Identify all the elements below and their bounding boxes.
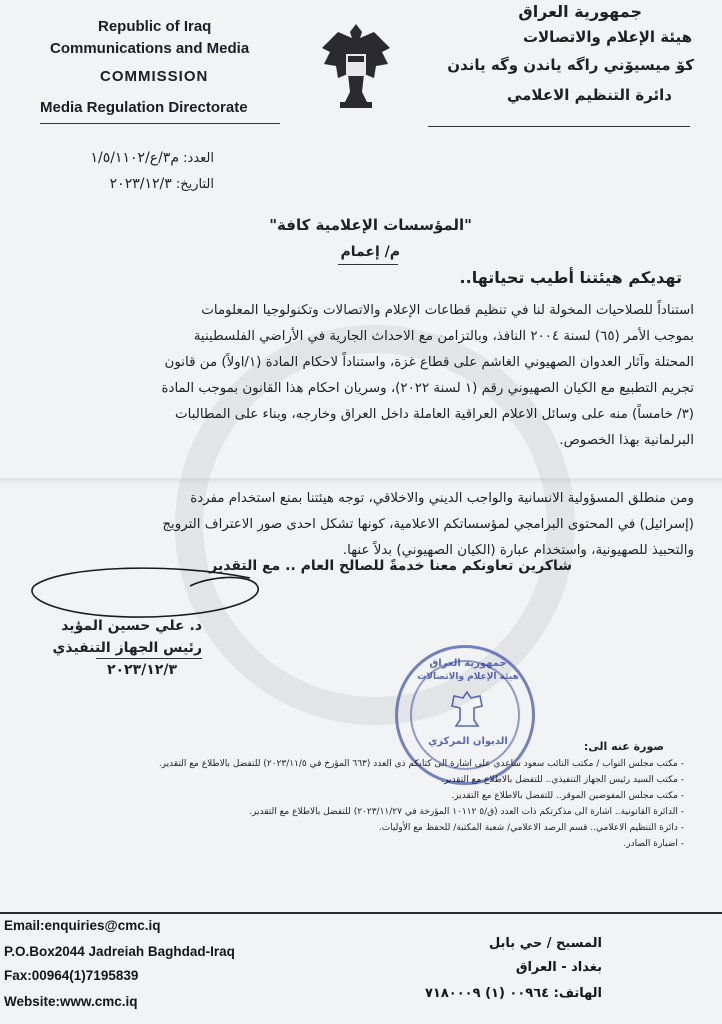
stamp-bottom-text: الديوان المركزي <box>428 736 508 747</box>
footer-address-1: المسبح / حي بابل <box>488 936 602 951</box>
header-ar-directorate: دائرة التنظيم الاعلامي <box>506 86 672 104</box>
copies-list <box>40 756 684 852</box>
signature-title: رئيس الجهاز التنفيذي <box>52 640 202 656</box>
header-en-directorate: Media Regulation Directorate <box>40 99 248 116</box>
header-en-commission-name: Communications and Media <box>50 40 250 57</box>
paragraph-1-line: (٣/ خامساً) منه على وسائل الاعلام العراقية العاملة داخل العراق وخارجه، وبناء على المطالبات <box>175 407 694 422</box>
paragraph-2-line: ومن منطلق المسؤولية الانسانية والواجب الديني والاخلاقي، توجه هيئتنا بمنع استخدام مفردة <box>190 491 694 506</box>
eagle-emblem-icon <box>318 18 394 114</box>
stamp-emblem-icon <box>450 690 484 728</box>
stamp-top-text: جمهورية العراق <box>429 658 507 669</box>
addressee: "المؤسسات الإعلامية كافة" <box>269 216 472 234</box>
reference-date-value: ٢٠٢٣/١٢/٣ <box>109 176 172 192</box>
reference-number-label: العدد: <box>183 151 214 166</box>
header-ar-commission: هيئة الإعلام والاتصالات <box>522 28 692 46</box>
footer-email: Email:enquiries@cmc.iq <box>4 918 161 933</box>
footer-pobox: P.O.Box2044 Jadreiah Baghdad-Iraq <box>4 944 235 959</box>
paragraph-1-line: بموجب الأمر (٦٥) لسنة ٢٠٠٤ النافذ، وبالتزامن مع الاحداث الجارية في الأراضي الفلسطينية <box>193 329 694 344</box>
footer-address-2: بغداد - العراق <box>515 960 602 975</box>
footer-phone: الهاتف: ٠٠٩٦٤ (١) ٧١٨٠٠٠٩ <box>425 986 602 1001</box>
header-ar-kurdish: كۆ ميسيۆني راگه ياندن وگه ياندن <box>447 56 694 74</box>
copies-item: - مكتب السيد رئيس الجهاز التنفيذي.. للتفضل بالاطلاع مع التقدير. <box>441 775 684 785</box>
header-en-commission: COMMISSION <box>100 68 209 85</box>
paragraph-1-line: البرلمانية بهذا الخصوص. <box>559 433 694 448</box>
reference-number-value: م٣/ع/١/٥/١١٠٢ <box>90 150 180 166</box>
copies-item: - مكتب مجلس المفوضين الموقر.. للتفضل بالاطلاع مع التقدير. <box>451 791 684 801</box>
footer-rule <box>0 912 722 914</box>
signature-title-underline <box>96 658 202 659</box>
greeting: تهديكم هيئتنا أطيب تحياتها.. <box>459 268 682 287</box>
reference-date-label: التاريخ: <box>175 177 214 192</box>
paragraph-1 <box>56 298 694 454</box>
copies-title: صورة عنه الى: <box>583 740 664 753</box>
copies-item: - الدائرة القانونية.. اشارة الى مذكرتكم ذات العدد (ق/٥ ١٠١١٢ المؤرخة في ٢٠٢٣/١١/٢٧) للتفضل بالاطلاع مع التقدير. <box>249 807 684 817</box>
copies-item: - دائرة التنظيم الاعلامي.. قسم الرصد الاعلامي/ شعبة المكتبة/ للحفظ مع الأوليات. <box>378 823 684 833</box>
paragraph-1-line: تجريم التطبيع مع الكيان الصهيوني رقم (١ لسنة ٢٠٢٢)، وسريان احكام هذا القانون بموجب المادة <box>161 381 694 396</box>
footer-fax: Fax:00964(1)7195839 <box>4 968 139 983</box>
signature-date: ٢٠٢٣/١٢/٣ <box>106 662 177 678</box>
header-en-republic: Republic of Iraq <box>98 18 212 35</box>
paragraph-2-line: والتحبيذ للصهيونية، واستخدام عبارة (الكيان الصهيوني) بدلاً عنها. <box>342 543 694 558</box>
header-ar-underline <box>428 126 690 127</box>
subject: م/ إعمام <box>340 244 400 260</box>
paragraph-2-line: (إسرائيل) في المحتوى البرامجي لمؤسساتكم الاعلامية، كونها تشكل احدى صور الاعتراف الترويج <box>162 517 694 532</box>
paragraph-1-line: استناداً للصلاحيات المخولة لنا في تنظيم قطاعات الإعلام والاتصالات وتكنولوجيا المعلومات <box>201 303 694 318</box>
paragraph-2 <box>56 486 694 564</box>
reference-number <box>14 150 214 166</box>
footer-website: Website:www.cmc.iq <box>4 994 138 1009</box>
stamp-middle-text: هيئة الإعلام والاتصالات <box>417 672 519 682</box>
reference-date <box>14 176 214 192</box>
copies-item: - مكتب مجلس النواب / مكتب النائب سعود ساعدي على اشارة الى كتابكم ذي العدد (٦٦٣ المؤرخ في ٢٠٢٣/١١/٥) للتفضل بالاطلاع مع التقدير. <box>158 759 684 769</box>
header-en-underline <box>40 123 280 124</box>
signature-name: د. علي حسين المؤيد <box>61 618 202 634</box>
closing: شاكرين تعاونكم معنا خدمةً للصالح العام .. مع التقدير <box>209 558 572 574</box>
header-ar-republic: جمهورية العراق <box>518 2 642 21</box>
subject-underline <box>338 264 398 265</box>
copies-item: - اضبارة الصادر. <box>623 839 684 849</box>
paragraph-1-line: المحتلة وآثار العدوان الصهيوني الغاشم على قطاع غزة، واستناداً لاحكام المادة (١/اولاً) من قانون <box>164 355 694 370</box>
